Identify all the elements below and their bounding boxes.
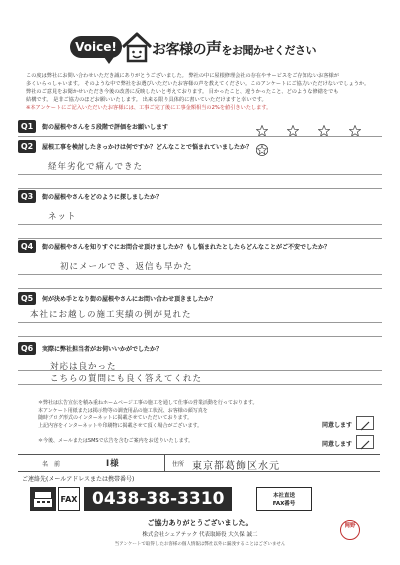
answer-text: 経年劣化で痛んできた: [48, 162, 144, 172]
seal-text: 岡野: [344, 523, 356, 529]
check-mark-icon: [357, 420, 373, 432]
signature-seal: [340, 520, 360, 540]
intro-line: この度は弊社にお問い合わせいただき誠にありがとうございました。 弊社の中に屋根修理会社の存在やサービスをご存知ないお客様が: [26, 73, 339, 79]
privacy-note: 当アンケートで取得したお客様の個人情報は弊社以外に漏洩することはございません: [114, 542, 286, 547]
consent-line: 本アンケート用紙または掲示物等の調査用品の施工状況、お客様の顔写真を: [38, 407, 208, 414]
consent-line: ＊弊社は広告宣伝を積み重ねホームページ工事の施工を通して仕事の営業活動を行っております。: [38, 400, 258, 406]
divider: [18, 174, 382, 175]
consent-line: ＊今後、メールまたはSMSで広告を含むご案内をお送りいたします。: [38, 438, 194, 444]
divider: [18, 336, 382, 337]
answer-text: ネット: [48, 212, 77, 222]
question-number: Q1: [18, 120, 36, 133]
question-number: Q3: [18, 190, 36, 203]
agree-checkbox-2[interactable]: [356, 435, 374, 449]
thanks-message: ご協力ありがとうございました。: [147, 519, 253, 527]
question-number: Q5: [18, 292, 36, 305]
sms-note: [38, 438, 328, 446]
star-icon-circled[interactable]: [256, 144, 268, 156]
divider: [18, 136, 382, 137]
answer-text: 対応は良かった: [50, 362, 117, 372]
name-address-row: [18, 454, 380, 472]
name-value[interactable]: I様: [106, 459, 120, 469]
question-text: 街の屋根やさんを５段階で評価をお願いします: [42, 124, 169, 131]
title-part3: をお聞かせください: [221, 44, 317, 57]
agree-label-2: 同意します: [322, 441, 353, 448]
contact-row: [18, 472, 380, 482]
title-part2: 声: [206, 39, 222, 58]
fax-number: 0438-38-3310: [84, 487, 232, 511]
question-text: 実際に弊社担当者がお伺いいかがでしたか？: [42, 346, 163, 353]
divider: [18, 288, 382, 289]
question-number: Q2: [18, 140, 36, 153]
intro-note: ※本アンケートにご記入いただいたお客様には、工事ご完了後に工事金額相当の2%を値引きいたします。: [26, 105, 272, 111]
question-text: 街の屋根やさんを知りすぐにお問合せ頂けましたか？もし悩まれたとしたらどんなことがご不安でしたか？: [42, 244, 331, 251]
fax-note-line: 本社直送: [272, 493, 295, 499]
consent-notes: [38, 400, 328, 430]
fax-note-line: FAX番号: [272, 501, 296, 507]
question-number: Q4: [18, 240, 36, 253]
house-icon: [120, 30, 154, 64]
agree-checkbox-1[interactable]: [356, 416, 374, 430]
fax-bar: [30, 487, 370, 511]
consent-line: 随時ブログ形式のインターネットに掲載させていただいております。: [38, 415, 193, 421]
name-label: 名 前: [42, 461, 61, 468]
rating-stars[interactable]: [242, 122, 382, 160]
check-mark-icon: [357, 439, 373, 451]
answer-text-line2: こちらの質問にも良く答えてくれた: [50, 374, 203, 384]
address-value[interactable]: 東京都葛飾区水元: [192, 461, 280, 472]
intro-line: 多くいらっしゃいます。 そのような中で弊社をお選びいただいたお客様の声を教えてください。このアンケートにご協力いただけないでしょうか。: [26, 81, 370, 87]
voice-badge: Voice!: [70, 36, 122, 58]
answer-text: 初にメールでき、返信も早かた: [60, 262, 193, 272]
question-text: 何が決め手となり街の屋根やさんにお問い合わせ頂きましたか？: [42, 296, 217, 303]
question-number: Q6: [18, 342, 36, 355]
company-name: 株式会社シェアテック 代表取締役 大久保 誠二: [142, 532, 258, 538]
intro-line: 弊社のご意見をお聞かせいただき今後の改善に反映したいと考えております。 目かったこと、違うかったこと、どのような修繕をでも: [26, 89, 339, 95]
fax-label: FAX: [58, 487, 80, 511]
divider: [164, 455, 165, 471]
contact-label: ご連絡先(メールアドレスまたは携帯番号): [22, 476, 135, 483]
consent-line: 上記内容をインターネットや印刷物に掲載させて頂く場合がございます。: [38, 422, 203, 429]
divider: [18, 188, 382, 189]
divider: [18, 274, 382, 275]
agree-label-1: 同意します: [322, 422, 353, 429]
question-text: 屋根工事を検討したきっかけは何ですか？どんなことで悩まれていましたか？: [42, 144, 253, 151]
answer-text: 本社にお越しの施工実績の例が見れた: [30, 310, 192, 320]
intro-text: [26, 72, 380, 112]
page-title: [152, 36, 352, 59]
title-part1: お客様の: [152, 42, 206, 58]
divider: [18, 224, 382, 225]
fax-machine-icon: [30, 487, 56, 511]
divider: [18, 322, 382, 323]
divider: [18, 238, 382, 239]
question-text: 街の屋根やさんをどのように探しましたか？: [42, 194, 163, 201]
divider: [18, 370, 382, 371]
address-label: 住所: [172, 461, 185, 468]
fax-note: [256, 487, 312, 511]
divider: [18, 384, 382, 385]
intro-line: 結構です。 是非ご協力のほどお願いいたします。 出来る限り具体的に書いていただけますと幸いです。: [26, 97, 267, 103]
